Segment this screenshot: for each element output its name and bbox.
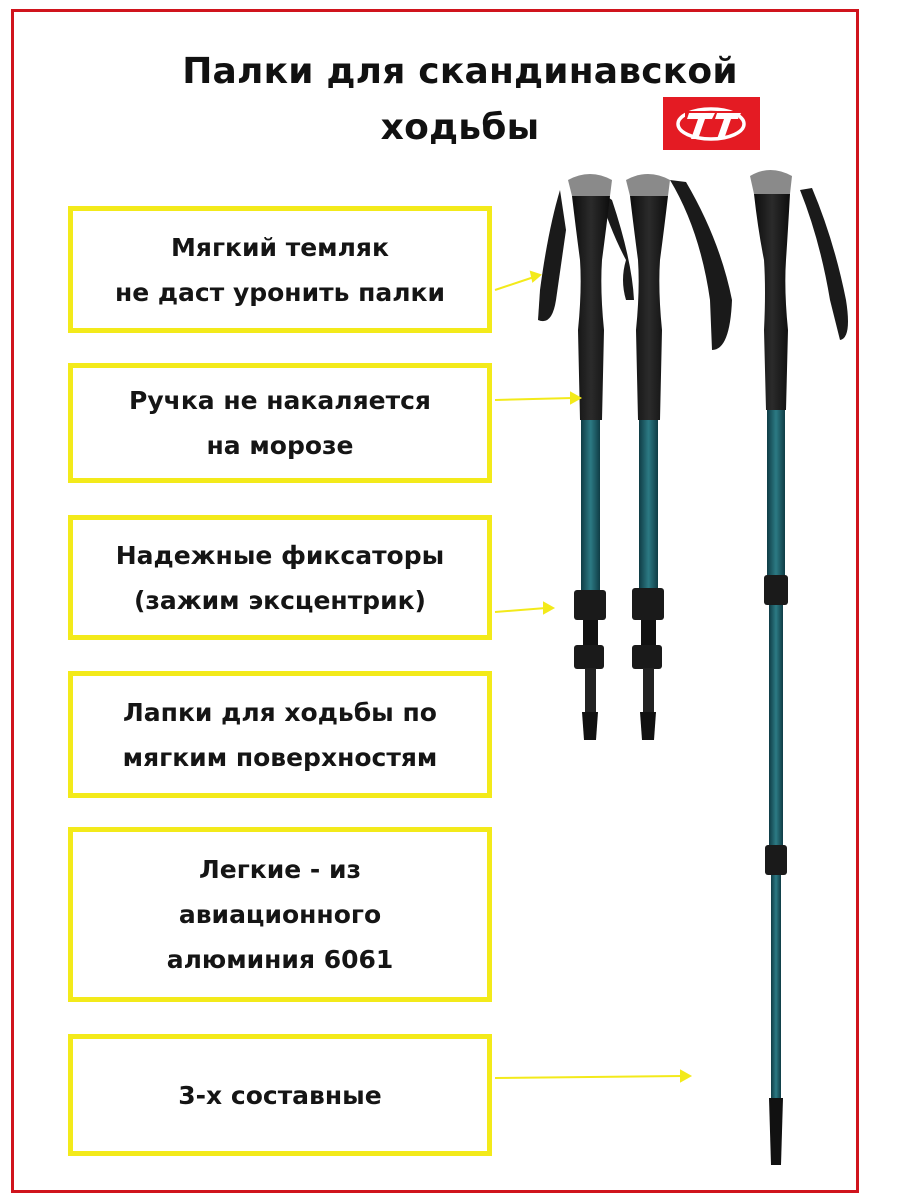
feature-label: Надежные фиксаторы (зажим эксцентрик) [115,540,445,615]
feature-label: Ручка не накаляется на морозе [129,386,431,460]
feature-box-tips [68,671,492,798]
feature-label: 3-х составные [178,1080,382,1110]
page-title: Палки для скандинавской ходьбы [182,51,738,148]
feature-label: Лапки для ходьбы по мягким поверхностям [122,697,438,772]
feature-label: Легкие - из авиационного алюминия 6061 [166,855,394,974]
feature-label: Мягкий темляк не даст уронить палки [114,232,446,307]
feature-box-sections [68,1034,492,1156]
feature-box-material [68,827,492,1002]
brand-logo-icon [663,97,760,150]
feature-box-strap [68,206,492,333]
logo-text: TT [663,97,665,98]
brand-logo [663,97,760,150]
feature-box-grip [68,363,492,483]
feature-box-locks [68,515,492,640]
